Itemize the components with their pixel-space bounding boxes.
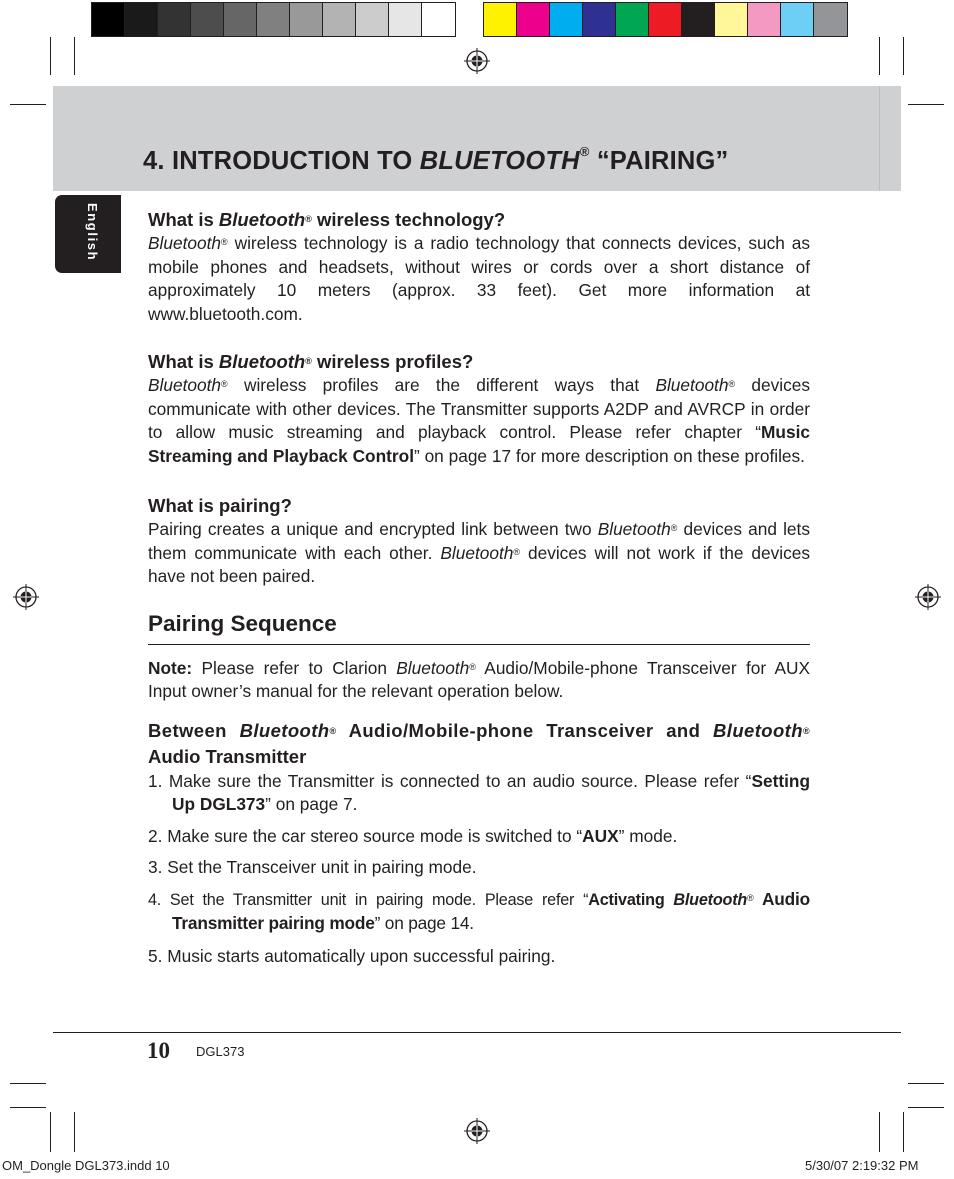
footer-rule <box>53 1032 901 1033</box>
page-number: 10 <box>147 1038 170 1063</box>
main-content <box>148 208 810 976</box>
step-5: 5. Music starts automatically upon successful pairing. <box>148 945 556 966</box>
process-swatch-5 <box>616 3 649 36</box>
header-divider <box>879 86 880 191</box>
pairing-subheading: Between Bluetooth® Audio/Mobile-phone Transceiver and Bluetooth® Audio Transmitter <box>148 719 810 767</box>
gray-swatch-3 <box>158 3 191 36</box>
process-swatch-2 <box>517 3 550 36</box>
pairing-sequence-title: Pairing Sequence <box>148 609 810 645</box>
gray-swatch-10 <box>389 3 422 36</box>
process-swatch-9 <box>748 3 781 36</box>
registration-mark-icon <box>463 47 491 75</box>
note-paragraph: Note: Please refer to Clarion Bluetooth® Audio/Mobile-phone Transceiver for AUX Input owner’s manual for the relevant operation below. <box>148 657 811 701</box>
process-swatch-6 <box>649 3 682 36</box>
step-2: 2. Make sure the car stereo source mode is switched to “AUX” mode. <box>148 825 678 846</box>
process-swatch-10 <box>781 3 814 36</box>
model-name: DGL373 <box>196 1044 245 1059</box>
gray-swatch-6 <box>257 3 290 36</box>
step-4: 4. Set the Transmitter unit in pairing mode. Please refer “Activating Bluetooth® Audio Transmitter pairing mode” on page 14. <box>148 888 810 933</box>
step-1: 1. Make sure the Transmitter is connected to an audio source. Please refer “Setting Up DGL373” on page 7. <box>148 770 810 814</box>
gray-color-bar <box>91 2 456 37</box>
language-label: English <box>85 203 100 262</box>
gray-swatch-7 <box>290 3 323 36</box>
gray-swatch-11 <box>422 3 455 36</box>
gray-swatch-9 <box>356 3 389 36</box>
paragraph-pairing: Pairing creates a unique and encrypted link between two Bluetooth® devices and lets them communicate with each other. Bluetooth® devices will not work if the devices have not been paired. <box>148 519 810 586</box>
process-swatch-3 <box>550 3 583 36</box>
timestamp-slug: 5/30/07 2:19:32 PM <box>805 1158 919 1173</box>
process-swatch-11 <box>814 3 847 36</box>
process-swatch-1 <box>484 3 517 36</box>
gray-swatch-2 <box>125 3 158 36</box>
pairing-steps <box>148 770 810 969</box>
process-swatch-7 <box>682 3 715 36</box>
section-heading-pairing: What is pairing? <box>148 495 292 516</box>
process-swatch-4 <box>583 3 616 36</box>
paragraph-technology: Bluetooth® wireless technology is a radio technology that connects devices, such as mobile phones and headsets, without wires or cords over a short distance of approximately 10 meters (approx. 33 feet). Get more information at www.bluetooth.com. <box>148 233 810 324</box>
process-color-bar <box>483 2 848 37</box>
section-heading-profiles: What is Bluetooth® wireless profiles? <box>148 351 474 372</box>
paragraph-profiles: Bluetooth® wireless profiles are the different ways that Bluetooth® devices communicate with other devices. The Transmitter supports A2DP and AVRCP in order to allow music streaming and playback control. Please refer chapter “Music Streaming and Playback Control” on page 17 for more description on these profiles. <box>148 375 810 466</box>
gray-swatch-1 <box>92 3 125 36</box>
section-heading-technology: What is Bluetooth® wireless technology? <box>148 209 506 230</box>
file-slug: OM_Dongle DGL373.indd 10 <box>2 1158 170 1173</box>
gray-swatch-5 <box>224 3 257 36</box>
registration-mark-icon <box>12 583 40 611</box>
gray-swatch-4 <box>191 3 224 36</box>
registration-mark-icon <box>463 1117 491 1145</box>
registration-mark-icon <box>914 583 942 611</box>
process-swatch-8 <box>715 3 748 36</box>
language-tab <box>55 195 121 273</box>
page-title: 4. INTRODUCTION TO BLUETOOTH® “PAIRING” <box>143 144 729 175</box>
gray-swatch-8 <box>323 3 356 36</box>
step-3: 3. Set the Transceiver unit in pairing mode. <box>148 857 477 877</box>
